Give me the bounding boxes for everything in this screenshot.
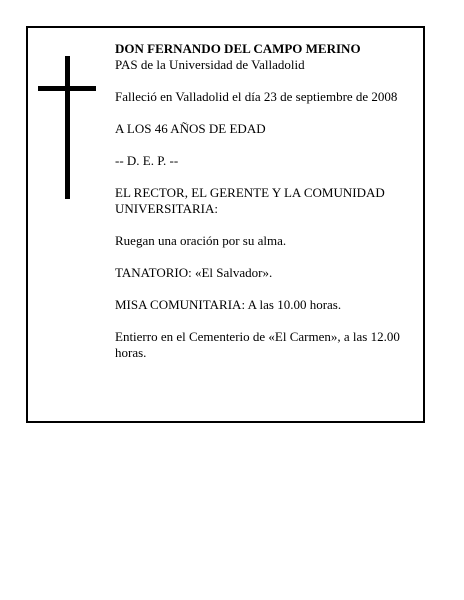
mourners-statement: EL RECTOR, EL GERENTE Y LA COMUNIDAD UNIVERSITARIA: [115, 185, 385, 216]
obituary-notice [26, 26, 425, 423]
funeral-home: TANATORIO: «El Salvador». [115, 265, 273, 280]
rip-statement: -- D. E. P. -- [115, 153, 179, 168]
cross-horizontal-bar [38, 86, 96, 91]
age-statement: A LOS 46 AÑOS DE EDAD [115, 121, 266, 136]
mass-time: MISA COMUNITARIA: A las 10.00 horas. [115, 297, 342, 312]
notice-text [115, 41, 420, 361]
cross-vertical-bar [65, 56, 70, 199]
prayer-request: Ruegan una oración por su alma. [115, 233, 287, 248]
deceased-name: DON FERNANDO DEL CAMPO MERINO [115, 41, 361, 56]
cross-icon [38, 56, 96, 199]
burial-info: Entierro en el Cementerio de «El Carmen», a las 12.00 horas. [115, 329, 400, 360]
death-statement: Falleció en Valladolid el día 23 de septiembre de 2008 [115, 89, 398, 104]
deceased-role: PAS de la Universidad de Valladolid [115, 57, 305, 72]
